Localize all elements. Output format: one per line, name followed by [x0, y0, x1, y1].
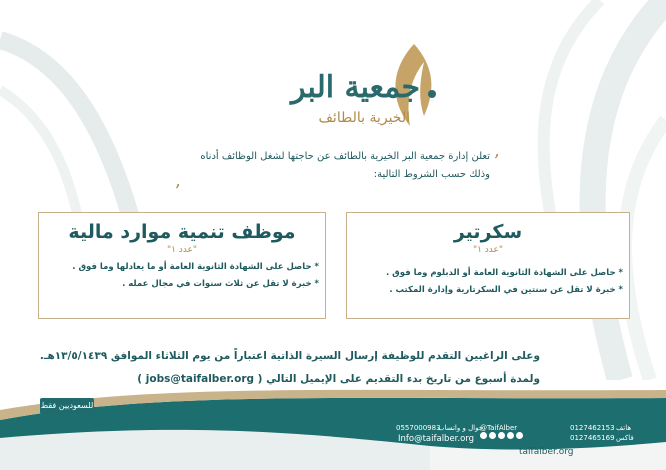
apply-line-1: وعلى الراغبين التقدم للوظيفة إرسال السيرة الذاتية اعتباراً من يوم الثلاثاء الموافق ١٣/٥/١٤٣٩هـ. [39, 350, 540, 362]
job-count-secretary: "عدد ١" [472, 245, 504, 255]
job-title-financial-resources: موظف تنمية موارد مالية [68, 221, 296, 243]
job-card-secretary [346, 212, 630, 319]
mobile-label: جوال و واتساب [438, 424, 484, 432]
job-requirement: * حاصل على الشهادة الثانوية العامة أو ما يعادلها وما فوق . [72, 262, 319, 272]
logo [270, 40, 420, 130]
job-card-financial-resources [38, 212, 326, 319]
youtube-icon[interactable] [507, 432, 514, 439]
job-requirement: * خبرة لا تقل عن ثلاث سنوات في مجال عمله . [122, 279, 319, 289]
job-count-financial-resources: "عدد ١" [166, 245, 198, 255]
instagram-icon[interactable] [489, 432, 496, 439]
quote-open-mark: ‚ [494, 140, 500, 161]
mobile-number: 0557000983 [396, 424, 441, 432]
phone-number: 0127462153 [570, 424, 615, 432]
logo-subtitle: الخيرية بالطائف [318, 110, 410, 126]
website-link[interactable]: taifalber.org [519, 447, 574, 457]
saudi-only-badge: للسعوديين فقط [40, 398, 94, 414]
intro-text [180, 148, 490, 184]
facebook-icon[interactable] [516, 432, 523, 439]
quote-close-mark: ‚ [175, 170, 181, 191]
apply-line-2: ولمدة أسبوع من تاريخ بدء التقديم على الإيميل التالي ( jobs@taifalber.org ) [137, 373, 540, 385]
job-requirement: * حاصل على الشهادة الثانوية العامة أو الدبلوم وما فوق . [385, 268, 623, 278]
social-icons [480, 432, 523, 439]
job-requirement: * خبرة لا تقل عن سنتين في السكرتارية وإدارة المكتب . [389, 285, 623, 295]
phone-label: هاتف [616, 424, 632, 432]
email-address[interactable]: Info@taifalber.org [398, 434, 475, 444]
snapchat-icon[interactable] [498, 432, 505, 439]
logo-title: جمعية البر [290, 70, 420, 105]
twitter-icon[interactable] [480, 432, 487, 439]
fax-number: 0127465169 [570, 434, 615, 442]
leaf-decoration-right [420, 0, 666, 380]
social-handle[interactable]: @TaifAlber [480, 424, 518, 432]
intro-line-2: وذلك حسب الشروط التالية: [373, 169, 490, 180]
intro-line-1: تعلن إدارة جمعية البر الخيرية بالطائف عن حاجتها لشغل الوظائف أدناه [200, 151, 490, 162]
fax-label: فاكس [616, 434, 634, 442]
job-title-secretary: سكرتير [453, 221, 523, 243]
